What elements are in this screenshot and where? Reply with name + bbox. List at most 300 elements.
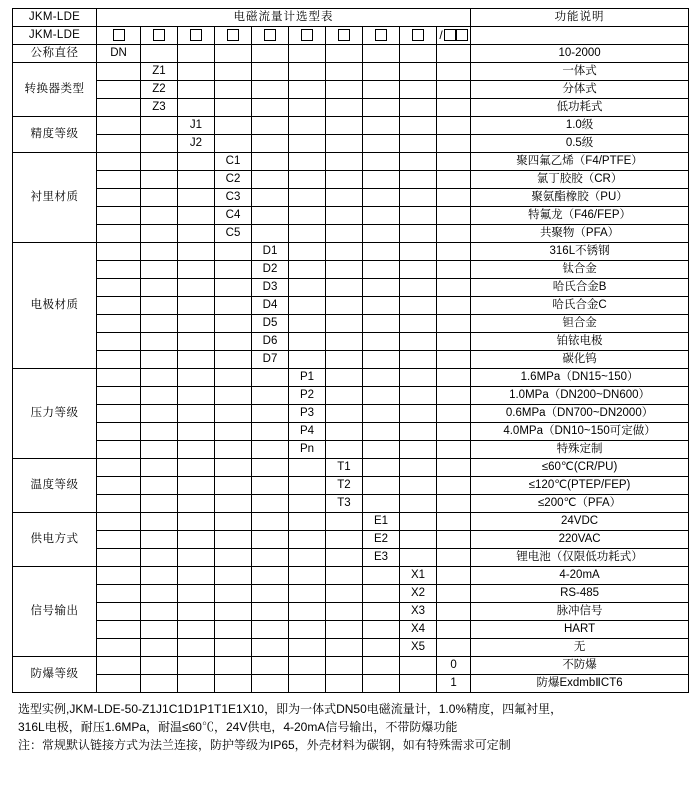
table-row (13, 297, 689, 315)
option-description-cell: 4.0MPa（DN10~150可定做） (471, 423, 689, 441)
empty-cell (178, 81, 215, 99)
empty-cell (141, 441, 178, 459)
empty-cell (363, 459, 400, 477)
table-row (13, 495, 689, 513)
empty-cell (141, 351, 178, 369)
option-code-cell[interactable]: Z3 (141, 99, 178, 117)
empty-cell (437, 495, 471, 513)
empty-cell (97, 207, 141, 225)
empty-cell (141, 297, 178, 315)
empty-cell (326, 549, 363, 567)
empty-cell (252, 657, 289, 675)
empty-code-box[interactable] (227, 29, 239, 41)
empty-cell (178, 639, 215, 657)
empty-cell (215, 135, 252, 153)
empty-cell (141, 189, 178, 207)
empty-cell (141, 279, 178, 297)
row-label: 精度等级 (13, 117, 97, 153)
row-label: 转换器类型 (13, 63, 97, 117)
empty-cell (326, 243, 363, 261)
empty-cell (437, 189, 471, 207)
empty-cell (326, 261, 363, 279)
code-box-cell-7[interactable] (326, 27, 363, 45)
table-row (13, 513, 689, 531)
empty-cell (363, 207, 400, 225)
option-code-cell[interactable]: D4 (252, 297, 289, 315)
option-code-cell[interactable]: E1 (363, 513, 400, 531)
empty-cell (178, 567, 215, 585)
empty-cell (326, 333, 363, 351)
option-code-cell[interactable]: D5 (252, 315, 289, 333)
empty-cell (400, 225, 437, 243)
option-description-cell: 220VAC (471, 531, 689, 549)
empty-cell (363, 495, 400, 513)
empty-cell (437, 549, 471, 567)
empty-cell (289, 675, 326, 693)
empty-cell (215, 477, 252, 495)
option-code-cell[interactable]: D1 (252, 243, 289, 261)
empty-cell (215, 639, 252, 657)
empty-cell (215, 117, 252, 135)
option-description-cell: 1.0级 (471, 117, 689, 135)
empty-cell (289, 207, 326, 225)
empty-cell (178, 351, 215, 369)
empty-cell (215, 675, 252, 693)
empty-cell (215, 621, 252, 639)
option-description-cell: 铂铱电极 (471, 333, 689, 351)
option-description-cell: 氯丁胶胶（CR） (471, 171, 689, 189)
option-code-cell[interactable]: D2 (252, 261, 289, 279)
empty-cell (141, 315, 178, 333)
empty-cell (400, 351, 437, 369)
option-description-cell: 无 (471, 639, 689, 657)
empty-cell (400, 99, 437, 117)
empty-cell (400, 45, 437, 63)
row-label: 信号输出 (13, 567, 97, 657)
option-code-cell[interactable]: C5 (215, 225, 252, 243)
model-code-cell: JKM-LDE (13, 27, 97, 45)
code-box-cell-8[interactable] (363, 27, 400, 45)
code-box-cell-5[interactable] (252, 27, 289, 45)
empty-cell (97, 279, 141, 297)
empty-cell (363, 351, 400, 369)
empty-cell (141, 459, 178, 477)
code-boxes-row (13, 27, 689, 45)
option-code-cell[interactable]: 1 (437, 675, 471, 693)
empty-cell (252, 603, 289, 621)
empty-code-box[interactable] (113, 29, 125, 41)
empty-cell (400, 207, 437, 225)
empty-cell (97, 657, 141, 675)
empty-cell (215, 441, 252, 459)
empty-cell (400, 477, 437, 495)
empty-cell (400, 657, 437, 675)
empty-cell (363, 297, 400, 315)
option-description-cell: 特氟龙（F46/FEP） (471, 207, 689, 225)
table-row (13, 333, 689, 351)
option-code-cell[interactable]: P2 (289, 387, 326, 405)
empty-cell (141, 423, 178, 441)
table-row (13, 369, 689, 387)
empty-cell (326, 603, 363, 621)
empty-cell (437, 81, 471, 99)
option-code-cell[interactable]: E3 (363, 549, 400, 567)
empty-cell (215, 567, 252, 585)
empty-cell (252, 639, 289, 657)
empty-cell (215, 459, 252, 477)
empty-cell (437, 567, 471, 585)
empty-cell (141, 603, 178, 621)
option-code-cell[interactable]: DN (97, 45, 141, 63)
option-code-cell[interactable]: C1 (215, 153, 252, 171)
empty-cell (326, 675, 363, 693)
option-description-cell: 锂电池（仅限低功耗式） (471, 549, 689, 567)
empty-cell (97, 351, 141, 369)
option-code-cell[interactable]: X5 (400, 639, 437, 657)
empty-cell (363, 675, 400, 693)
empty-cell (326, 351, 363, 369)
empty-cell (289, 315, 326, 333)
row-label: 电极材质 (13, 243, 97, 369)
empty-cell (363, 603, 400, 621)
option-code-cell[interactable]: E2 (363, 531, 400, 549)
note-line-1: 选型实例,JKM-LDE-50-Z1J1C1D1P1T1E1X10，即为一体式DN50电磁流量计，1.0%精度，四氟衬里， (18, 702, 563, 716)
empty-cell (289, 171, 326, 189)
empty-cell (252, 369, 289, 387)
option-code-cell[interactable]: X4 (400, 621, 437, 639)
empty-cell (141, 531, 178, 549)
empty-cell (289, 279, 326, 297)
empty-cell (141, 567, 178, 585)
table-row (13, 135, 689, 153)
option-description-cell: 0.5级 (471, 135, 689, 153)
empty-cell (97, 135, 141, 153)
table-row (13, 531, 689, 549)
empty-cell (437, 207, 471, 225)
empty-cell (289, 81, 326, 99)
empty-cell (437, 459, 471, 477)
empty-cell (400, 297, 437, 315)
empty-cell (97, 243, 141, 261)
empty-cell (363, 261, 400, 279)
code-box-cell-1[interactable] (97, 27, 141, 45)
empty-cell (363, 405, 400, 423)
empty-cell (252, 189, 289, 207)
empty-cell (289, 225, 326, 243)
empty-cell (326, 225, 363, 243)
empty-cell (326, 117, 363, 135)
option-code-cell[interactable]: T3 (326, 495, 363, 513)
empty-cell (97, 675, 141, 693)
table-row (13, 567, 689, 585)
empty-cell (178, 153, 215, 171)
empty-cell (141, 585, 178, 603)
empty-cell (97, 513, 141, 531)
row-label: 供电方式 (13, 513, 97, 567)
empty-cell (215, 585, 252, 603)
row-label: 公称直径 (13, 45, 97, 63)
option-description-cell: 碳化钨 (471, 351, 689, 369)
empty-cell (252, 585, 289, 603)
empty-cell (400, 189, 437, 207)
empty-cell (326, 99, 363, 117)
empty-cell (215, 513, 252, 531)
empty-cell (252, 423, 289, 441)
empty-cell (141, 495, 178, 513)
empty-cell (289, 117, 326, 135)
empty-cell (326, 369, 363, 387)
empty-cell (97, 639, 141, 657)
option-code-cell[interactable]: D7 (252, 351, 289, 369)
empty-cell (252, 225, 289, 243)
empty-cell (215, 279, 252, 297)
empty-cell (215, 603, 252, 621)
empty-cell (178, 189, 215, 207)
empty-cell (215, 495, 252, 513)
empty-cell (97, 153, 141, 171)
empty-code-box[interactable] (456, 29, 468, 41)
empty-code-box[interactable] (412, 29, 424, 41)
empty-cell (326, 189, 363, 207)
empty-cell (437, 243, 471, 261)
empty-code-box[interactable] (444, 29, 456, 41)
empty-cell (326, 45, 363, 63)
empty-cell (400, 513, 437, 531)
empty-cell (326, 279, 363, 297)
option-code-cell[interactable]: X1 (400, 567, 437, 585)
option-description-cell: ≤200℃（PFA） (471, 495, 689, 513)
option-code-cell[interactable]: P3 (289, 405, 326, 423)
empty-cell (326, 531, 363, 549)
empty-cell (97, 333, 141, 351)
empty-cell (363, 45, 400, 63)
table-row (13, 153, 689, 171)
empty-cell (97, 81, 141, 99)
empty-cell (437, 99, 471, 117)
empty-cell (363, 639, 400, 657)
empty-cell (141, 153, 178, 171)
empty-cell (363, 63, 400, 81)
empty-cell (437, 423, 471, 441)
empty-cell (252, 171, 289, 189)
empty-cell (97, 549, 141, 567)
option-code-cell[interactable]: 0 (437, 657, 471, 675)
empty-cell (141, 621, 178, 639)
empty-cell (141, 639, 178, 657)
empty-cell (97, 405, 141, 423)
empty-cell (437, 279, 471, 297)
empty-cell (215, 387, 252, 405)
empty-cell (141, 45, 178, 63)
empty-cell (363, 369, 400, 387)
empty-cell (252, 513, 289, 531)
table-title (97, 9, 471, 27)
empty-cell (178, 333, 215, 351)
empty-cell (97, 171, 141, 189)
empty-cell (363, 621, 400, 639)
code-box-cell-3[interactable] (178, 27, 215, 45)
empty-cell (141, 513, 178, 531)
empty-cell (97, 387, 141, 405)
empty-cell (215, 531, 252, 549)
option-code-cell[interactable]: D3 (252, 279, 289, 297)
empty-cell (400, 171, 437, 189)
option-description-cell: 钽合金 (471, 315, 689, 333)
empty-cell (363, 81, 400, 99)
empty-code-box[interactable] (264, 29, 276, 41)
empty-cell (97, 261, 141, 279)
empty-cell (326, 405, 363, 423)
option-code-cell[interactable]: J1 (178, 117, 215, 135)
option-description-cell: 一体式 (471, 63, 689, 81)
option-description-cell: 24VDC (471, 513, 689, 531)
empty-cell (363, 333, 400, 351)
empty-cell (252, 675, 289, 693)
empty-code-box[interactable] (338, 29, 350, 41)
empty-cell (400, 495, 437, 513)
empty-cell (215, 63, 252, 81)
empty-cell (178, 549, 215, 567)
empty-cell (252, 531, 289, 549)
empty-cell (326, 657, 363, 675)
empty-cell (252, 459, 289, 477)
empty-cell (400, 675, 437, 693)
empty-cell (289, 63, 326, 81)
empty-cell (252, 135, 289, 153)
table-row (13, 621, 689, 639)
empty-cell (97, 567, 141, 585)
row-label: 压力等级 (13, 369, 97, 459)
empty-cell (252, 117, 289, 135)
empty-cell (363, 225, 400, 243)
empty-cell (97, 369, 141, 387)
empty-cell (252, 477, 289, 495)
empty-cell (326, 297, 363, 315)
empty-cell (363, 567, 400, 585)
empty-cell (215, 423, 252, 441)
empty-cell (437, 261, 471, 279)
option-code-cell[interactable]: Z1 (141, 63, 178, 81)
empty-cell (289, 477, 326, 495)
option-description-cell: 哈氏合金C (471, 297, 689, 315)
empty-cell (252, 441, 289, 459)
code-box-cell-10[interactable] (437, 27, 471, 45)
empty-code-box[interactable] (190, 29, 202, 41)
empty-cell (97, 99, 141, 117)
option-description-cell: 316L不锈钢 (471, 243, 689, 261)
option-code-cell[interactable]: T1 (326, 459, 363, 477)
option-code-cell[interactable]: X3 (400, 603, 437, 621)
empty-cell (437, 441, 471, 459)
empty-cell (400, 279, 437, 297)
empty-cell (400, 423, 437, 441)
function-description-header: 功能说明 (471, 9, 689, 27)
option-code-cell[interactable]: X2 (400, 585, 437, 603)
empty-cell (252, 63, 289, 81)
empty-cell (178, 621, 215, 639)
empty-cell (289, 153, 326, 171)
table-row (13, 117, 689, 135)
empty-cell (252, 81, 289, 99)
empty-cell (215, 261, 252, 279)
option-code-cell[interactable]: T2 (326, 477, 363, 495)
option-description-cell: HART (471, 621, 689, 639)
empty-cell (437, 315, 471, 333)
empty-cell (178, 99, 215, 117)
empty-cell (437, 585, 471, 603)
empty-cell (400, 261, 437, 279)
empty-cell (400, 369, 437, 387)
empty-cell (215, 657, 252, 675)
empty-cell (178, 207, 215, 225)
empty-cell (97, 189, 141, 207)
empty-code-box[interactable] (153, 29, 165, 41)
empty-cell (437, 153, 471, 171)
empty-code-box[interactable] (375, 29, 387, 41)
table-row (13, 477, 689, 495)
option-code-cell[interactable]: C2 (215, 171, 252, 189)
table-row (13, 603, 689, 621)
empty-cell (289, 135, 326, 153)
empty-cell (363, 387, 400, 405)
option-code-cell[interactable]: D6 (252, 333, 289, 351)
empty-cell (289, 621, 326, 639)
table-row (13, 441, 689, 459)
empty-cell (141, 171, 178, 189)
empty-cell (252, 45, 289, 63)
table-row (13, 387, 689, 405)
empty-cell (178, 657, 215, 675)
option-code-cell[interactable]: C3 (215, 189, 252, 207)
option-description-cell: ≤60℃(CR/PU) (471, 459, 689, 477)
code-box-cell-9[interactable] (400, 27, 437, 45)
empty-cell (400, 117, 437, 135)
empty-cell (363, 189, 400, 207)
empty-cell (97, 441, 141, 459)
option-code-cell[interactable]: P4 (289, 423, 326, 441)
option-description-cell: 钛合金 (471, 261, 689, 279)
option-code-cell[interactable]: Z2 (141, 81, 178, 99)
option-code-cell[interactable]: P1 (289, 369, 326, 387)
empty-cell (178, 225, 215, 243)
empty-cell (97, 297, 141, 315)
option-code-cell[interactable]: J2 (178, 135, 215, 153)
empty-cell (400, 549, 437, 567)
table-row (13, 315, 689, 333)
empty-cell (400, 333, 437, 351)
code-box-cell-6[interactable] (289, 27, 326, 45)
code-box-cell-2[interactable] (141, 27, 178, 45)
empty-cell (437, 171, 471, 189)
code-box-cell-4[interactable] (215, 27, 252, 45)
empty-cell (400, 153, 437, 171)
empty-cell (400, 387, 437, 405)
empty-code-box[interactable] (301, 29, 313, 41)
option-code-cell[interactable]: Pn (289, 441, 326, 459)
empty-cell (363, 117, 400, 135)
empty-cell (289, 585, 326, 603)
empty-cell (289, 297, 326, 315)
empty-cell (252, 153, 289, 171)
empty-cell (363, 477, 400, 495)
empty-cell (326, 621, 363, 639)
empty-cell (326, 423, 363, 441)
empty-cell (363, 171, 400, 189)
empty-cell (252, 207, 289, 225)
option-code-cell[interactable]: C4 (215, 207, 252, 225)
empty-cell (289, 639, 326, 657)
option-description-cell: 0.6MPa（DN700~DN2000） (471, 405, 689, 423)
